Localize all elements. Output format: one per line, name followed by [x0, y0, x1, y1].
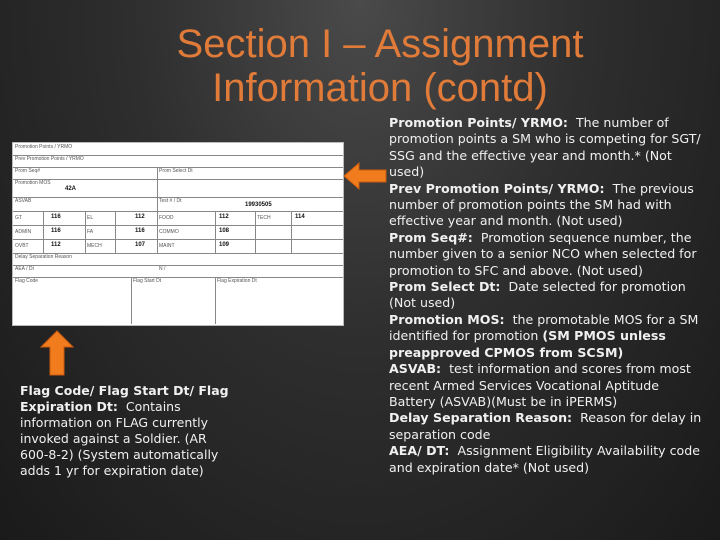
definition-item: Prom Seq#: Promotion sequence number, the number given to a senior NCO when selected for promotion to SFC and above. (Not used)	[389, 229, 697, 278]
form-label-flag-start: Flag Start Dt	[133, 278, 162, 284]
form-label-promotion-points: Promotion Points / YRMO	[15, 144, 73, 150]
form-row-scores: GT 116 EL 112 FOOD 112 TECH 114	[13, 211, 343, 226]
form-label-prom-seq: Prom Seq#	[15, 168, 41, 174]
form-row-scores: OVBT 112 MECH 107 MAINT 109	[13, 239, 343, 254]
form-label-flag-code: Flag Code	[15, 278, 39, 284]
definition-item: Delay Separation Reason: Reason for delay in separation code	[389, 410, 702, 442]
form-label-aea: AEA / Dt	[15, 266, 34, 272]
form-label-promotion-mos: Promotion MOS	[15, 180, 51, 186]
form-row-flags	[13, 277, 343, 324]
flag-description-text: Contains information on FLAG currently invoked against a Soldier. (AR 600-8-2) (System automatically adds 1 yr for expiration date)	[20, 399, 219, 478]
arrow-up-icon	[40, 330, 74, 376]
form-value-aea: N /	[159, 266, 166, 272]
definition-item: Prom Select Dt: Date selected for promotion (Not used)	[389, 279, 686, 311]
form-row-promotion-mos	[13, 179, 343, 198]
form-label-test: Test # / Dt	[159, 198, 182, 204]
definition-item: AEA/ DT: Assignment Eligibility Availability code and expiration date* (Not used)	[389, 443, 701, 475]
form-value-test: 19930505	[245, 202, 272, 208]
flag-description-heading: Flag Code/ Flag Start Dt/ Flag Expiration Dt:	[20, 383, 229, 414]
arrow-left-icon	[343, 162, 387, 190]
form-label-flag-exp: Flag Expiration Dt	[217, 278, 257, 284]
form-row-scores: ADMIN 116 FA 116 COMMO 108	[13, 225, 343, 240]
form-label-asvab: ASVAB	[15, 198, 32, 204]
definition-item: ASVAB: test information and scores from most recent Armed Services Vocational Aptitude Battery (ASVAB)(Must be in iPERMS)	[389, 361, 691, 409]
assignment-form-image	[12, 142, 344, 326]
form-label-delay: Delay Separation Reason	[15, 254, 72, 260]
form-label-prom-select: Prom Select Dt	[159, 168, 193, 174]
slide-title-line2: Information (contd)	[212, 66, 548, 110]
slide-title	[120, 22, 640, 110]
form-label-prev-points: Prev Promotion Points / YRMO	[15, 156, 84, 162]
flag-description	[20, 383, 235, 479]
form-row-asvab	[13, 197, 343, 212]
definition-item: Prev Promotion Points/ YRMO: The previous number of promotion points the SM had with effective year and month. (Not used)	[389, 180, 694, 229]
definition-item: Promotion Points/ YRMO: The number of promotion points a SM who is competing for SGT/ SSG and the effective year and month.* (Not used)	[389, 115, 701, 180]
definitions-list	[389, 115, 705, 476]
form-value-promotion-mos: 42A	[65, 186, 77, 192]
definition-item: Promotion MOS: the promotable MOS for a SM identified for promotion (SM PMOS unless preapproved CPMOS from SCSM)	[389, 311, 699, 360]
slide-title-line1: Section I – Assignment	[176, 22, 584, 66]
